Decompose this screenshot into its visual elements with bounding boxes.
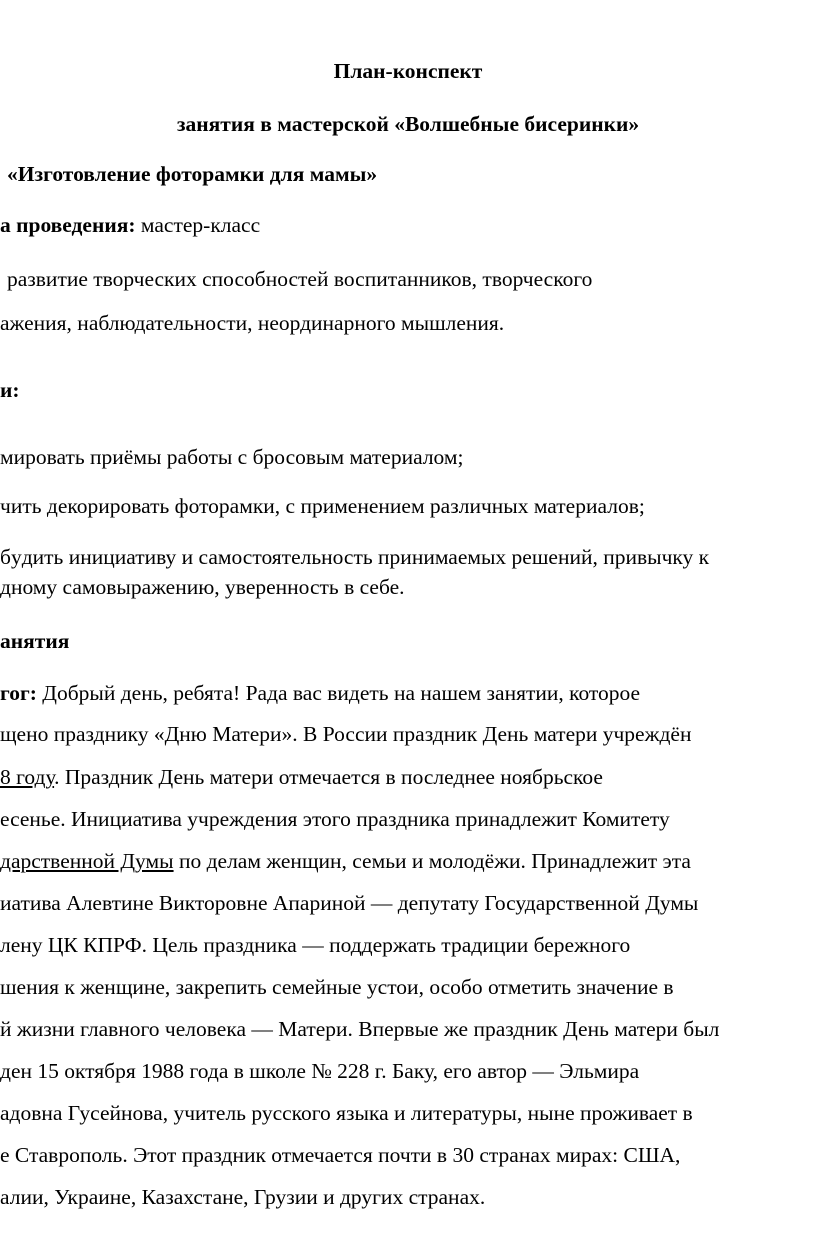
speech-line-9: й жизни главного человека — Матери. Впервые же праздник День матери был bbox=[0, 1017, 720, 1041]
speaker-label: гог: bbox=[0, 681, 37, 705]
speech-line-7: лену ЦК КПРФ. Цель праздника — поддержать традиции бережного bbox=[0, 933, 631, 957]
speech-line-2: щено празднику «Дню Матери». В России праздник День матери учреждён bbox=[0, 722, 692, 746]
speech-line-13: алии, Украине, Казахстане, Грузии и других странах. bbox=[0, 1185, 486, 1209]
task-item-1: мировать приёмы работы с бросовым материалом; bbox=[0, 445, 464, 469]
task-item-2: чить декорировать фоторамки, с применением различных материалов; bbox=[0, 494, 645, 518]
form-value: мастер-класс bbox=[135, 213, 261, 237]
document-title: План-конспект bbox=[333, 59, 483, 83]
speech-line-4: есенье. Инициатива учреждения этого праздника принадлежит Комитету bbox=[0, 807, 670, 831]
speech-line-8: шения к женщине, закрепить семейные устои, особо отметить значение в bbox=[0, 975, 674, 999]
task-item-3: бyдить инициативу и самостоятельность принимаемых решений, привычку к bbox=[0, 545, 710, 569]
tasks-heading: и: bbox=[0, 378, 20, 402]
speech-line-12: е Ставрополь. Этот праздник отмечается почти в 30 странах мирах: США, bbox=[0, 1143, 681, 1167]
speech-line-6: иатива Алевтине Викторовне Апариной — депутату Государственной Думы bbox=[0, 891, 699, 915]
speech-line-11: адовна Гусейнова, учитель русского языка и литературы, ныне проживает в bbox=[0, 1101, 693, 1125]
task-item-4: дному самовыражению, уверенность в себе. bbox=[0, 575, 405, 599]
lesson-heading: анятия bbox=[0, 629, 70, 653]
document-subtitle: занятия в мастерской «Волшебные бисеринки» bbox=[176, 112, 640, 136]
speech-line-10: ден 15 октября 1988 года в школе № 228 г. Баку, его автор — Эльмира bbox=[0, 1059, 640, 1083]
speech-line-5: дарственной Думы по делам женщин, семьи и молодёжи. Принадлежит эта bbox=[0, 849, 691, 873]
speech-line-1: гог: Добрый день, ребята! Рада вас видеть на нашем занятии, которое bbox=[0, 681, 641, 705]
duma-link[interactable]: дарственной Думы bbox=[0, 849, 174, 873]
year-link[interactable]: 8 году bbox=[0, 765, 55, 789]
form-label: а проведения: bbox=[0, 213, 136, 237]
goal-line-2: ажения, наблюдательности, неординарного мышления. bbox=[0, 311, 505, 335]
lesson-topic: «Изготовление фоторамки для мамы» bbox=[7, 162, 378, 186]
speech-line-3: 8 году. Праздник День матери отмечается в последнее ноябрьское bbox=[0, 765, 603, 789]
form-row bbox=[0, 212, 260, 238]
goal-line-1: развитие творческих способностей воспитанников, творческого bbox=[7, 267, 593, 291]
